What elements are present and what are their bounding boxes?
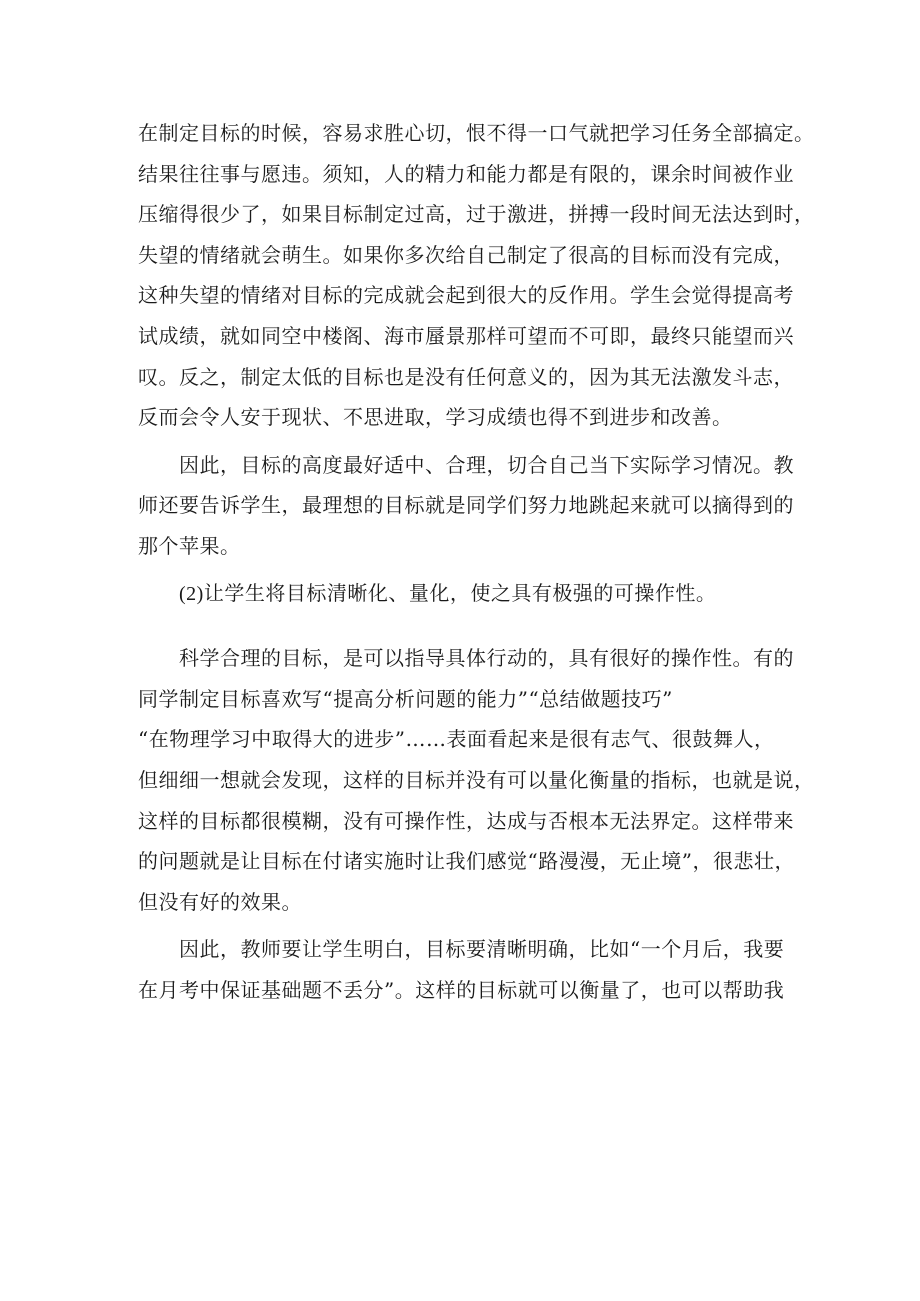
paragraph-4: [138, 638, 815, 922]
paragraph-1: [138, 113, 815, 438]
text-line: 同学制定目标喜欢写“提高分析问题的能力”“总结做题技巧”: [138, 686, 673, 711]
paragraph-5: [138, 929, 798, 1010]
text-line: 那个苹果。: [138, 533, 241, 558]
text-line: 在制定目标的时候，容易求胜心切，恨不得一口气就把学习任务全部搞定。: [138, 121, 815, 145]
text-line: “在物理学习中取得大的进步”……表面看起来是很有志气、很鼓舞人，: [138, 727, 775, 752]
text-line: 师还要告诉学生，最理想的目标就是同学们努力地跳起来就可以摘得到的: [138, 493, 794, 518]
text-line: 试成绩，就如同空中楼阁、海市蜃景那样可望而不可即，最终只能望而兴: [138, 323, 794, 348]
text-line: 结果往往事与愿违。须知，人的精力和能力都是有限的，课余时间被作业: [138, 161, 794, 186]
text-line: 叹。反之，制定太低的目标也是没有任何意义的，因为其无法激发斗志，: [138, 364, 794, 389]
paragraph-2: [138, 445, 798, 567]
text-line: 压缩得很少了，如果目标制定过高，过于激进，拼搏一段时间无法达到时，: [138, 202, 815, 227]
section-heading: [138, 574, 798, 615]
heading-text: (2)让学生将目标清晰化、量化，使之具有极强的可操作性。: [179, 582, 717, 605]
text-line: 因此，教师要让学生明白，目标要清晰明确，比如“一个月后，我要: [179, 937, 785, 962]
text-line: 科学合理的目标，是可以指导具体行动的，具有很好的操作性。有的: [179, 646, 794, 671]
text-line: 失望的情绪就会萌生。如果你多次给自己制定了很高的目标而没有完成，: [138, 242, 794, 267]
text-line: 这样的目标都很模糊，没有可操作性，达成与否根本无法界定。这样带来: [138, 808, 794, 833]
text-line: 这种失望的情绪对目标的完成就会起到很大的反作用。学生会觉得提高考: [138, 283, 794, 308]
text-line: 但没有好的效果。: [138, 889, 302, 914]
document-body: [138, 113, 815, 1010]
text-line: 在月考中保证基础题不丢分”。这样的目标就可以衡量了，也可以帮助我: [138, 977, 785, 1002]
text-line: 的问题就是让目标在付诸实施时让我们感觉“路漫漫，无止境”，很悲壮，: [138, 849, 795, 874]
text-line: 因此，目标的高度最好适中、合理，切合自己当下实际学习情况。教: [179, 452, 794, 477]
text-line: 反而会令人安于现状、不思进取，学习成绩也得不到进步和改善。: [138, 405, 733, 430]
text-line: 但细细一想就会发现，这样的目标并没有可以量化衡量的指标，也就是说，: [138, 767, 815, 792]
